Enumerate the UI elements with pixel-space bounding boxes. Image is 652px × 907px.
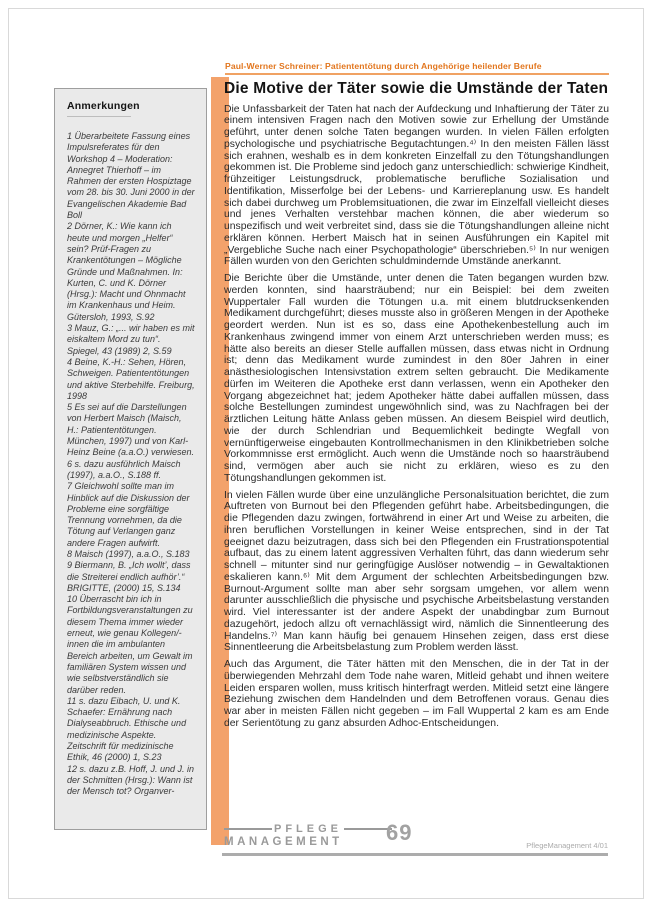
footnote-9: 9 Biermann, B. „Ich wollt’, dass die Streiterei endlich aufhör’.“ BRIGITTE, (2000) 15, S.134 [67, 560, 191, 593]
footnote-4: 4 Beine, K.-H.: Sehen, Hören, Schweigen. Patiententötungen und aktive Sterbehilfe. Freiburg, 1998 [67, 356, 195, 401]
logo-rule-right [344, 828, 392, 830]
footnote-11: 11 s. dazu Eibach, U. und K. Schaefer: Ernährung nach Dialyseabbruch. Ethische und medizinische Aspekte. Zeitschrift für medizinische Ethik, 46 (2000) 1, S.23 [67, 695, 187, 763]
sidebar-heading: Anmerkungen [67, 100, 140, 112]
paragraph-2: Die Berichte über die Umstände, unter denen die Taten begangen wurden bzw. werden konnten, sind haarsträubend; nur ein Beispiel: bei dem zweiten Wuppertaler Fall wurden die Tötungen u.a. mit einem blutdrucksenkenden Medikament durchgeführt; dieses musste also in größeren Mengen in der Apotheke geordert werden. Nun ist es so, dass eine Apothekenbestellung auch im Krankenhaus zwingend immer von einem Arzt unterschrieben werden muss; es hätte also bereits an dieser Stelle auffallen müssen, dass etwas nicht in Ordnung ist; denn das Medikament wurde zumindest in den 80er Jahren in einer anästhesiologischen Intensivstation extrem selten gebraucht. Die Medikamente dürfen im Weiteren die Apotheke erst dann verlassen, wenn ein Apotheker den Vorgang abgezeichnet hat; jedem Apotheker hätte dabei auffallen müssen, dass solche Bestellungen zumindest ungewöhnlich sind, was zu Nachfragen bei der ärztlichen Leitung hätte Anlass geben müssen. An diesem Beispiel wird deutlich, wie der durch Schlendrian und Bequemlichkeit bedingte Wegfall von vernünftigerweise eingebauten Kontrollmechanismen in den Klinikbetrieben solche Vorkommnisse erst ermöglicht. Auch wenn die Umstände noch so haarsträubend sind, vermögen aber auch sie nicht zu erklären, wieso es zu den Tötungshandlungen gekommen ist. [224, 273, 609, 484]
logo-rule-left [224, 828, 272, 830]
journal-logo-line1: PFLEGE [274, 823, 343, 835]
paragraph-3: In vielen Fällen wurde über eine unzulängliche Personalsituation berichtet, die zum Auftreten von Burnout bei den Pflegenden geführt habe. Arbeitsbedingungen, die die Pflegenden dazu zwingen, fortwährend in einer Art und Weise zu arbeiten, die ihren beruflichen Vorstellungen in keiner Weise entsprechen, sind in der Tat geeignet dazu beizutragen, dass sich bei den Pflegenden ein Frustrationspotential aufbaut, das zu einem latent aggressiven Verhalten führt, das dann wiederum sehr schnell – mitunter sind nur geringfügige Auslöser notwendig – in Gewaltaktionen eskalieren kann.⁶⁾ Mit dem Argument der schlechten Arbeitsbedingungen bzw. Burnout-Argument sollte man aber sehr sorgsam umgehen, vor allem wenn darunter ausschließlich die physische und psychische Arbeitsbelastung verstanden wird. Viel interessanter ist der andere Aspekt der unabdingbar zum Burnout dazugehört, jedoch allzu oft vernachlässigt wird, nämlich die Sinnentleerung des Handelns.⁷⁾ Man kann häufig bei genauem Hinsehen zeigen, dass erst diese Sinnentleerung die Arbeitsbelastung zum Problem werden lässt. [224, 489, 609, 654]
footnote-6: 6 s. dazu ausführlich Maisch (1997), a.a.O., S.188 ff. [67, 458, 181, 480]
annotations-sidebar [54, 88, 207, 830]
running-header-rule [225, 73, 609, 75]
journal-logo-top [224, 823, 392, 835]
journal-logo-line2: MANAGEMENT [224, 836, 343, 848]
paragraph-1: Die Unfassbarkeit der Taten hat nach der Aufdeckung und Inhaftierung der Täter zu einem intensiven Fragen nach den Motiven sowie zur Erhellung der Umstände geführt, unter denen solche Taten begangen wurden. In vielen Fällen erfolgten psychologische und psychiatrische Begutachtungen.⁴⁾ In den meisten Fällen lässt sich erahnen, weshalb es in dem konkreten Einzelfall zu den Tötungshandlungen gekommen ist. Die Probleme sind jedoch ganz unterschiedlich: schwierige Kindheit, frühzeitiger Leistungsdruck, problematische berufliche Sozialisation und Identifikation, Misserfolge bei der Lebens- und Karriereplanung usw. Es handelt sich dabei durchweg um Problemsituationen, die zwar im Einzelfall vielleicht dieses und jenes Verhalten verstehbar machen können, die aber wiederum so unspezifisch und weit verbreitet sind, dass sie die Tötungshandlungen alleine nicht erklären können. Herbert Maisch hat in seinen Ausführungen ein Kapitel mit „Vergebliche Suche nach einer Psychopathologie“ überschrieben.⁵⁾ In nur wenigen Fällen wurden von den Gerichten schuldmindernde Umstände anerkannt. [224, 103, 609, 268]
running-header: Paul-Werner Schreiner: Patiententötung durch Angehörige heilender Berufe [225, 61, 542, 71]
footnote-10: 10 Überrascht bin ich in Fortbildungsveranstaltungen zu diesem Thema immer wieder erneut, wie genau Kollegen/-innen die im ambulanten Bereich arbeiten, um Gewalt im familiären System wissen und wie selbstverständlich sie darüber reden. [67, 594, 193, 695]
footnote-12: 12 s. dazu z.B. Hoff, J. und J. in der Schmitten (Hrsg.): Wann ist der Mensch tot? Organver- [67, 763, 195, 797]
issue-label: PflegeManagement 4/01 [526, 841, 608, 850]
journal-logo [224, 823, 392, 848]
paragraph-4: Auch das Argument, die Täter hätten mit den Menschen, die in der Tat in der überwiegenden Mehrzahl dem Tode nahe waren, Mitleid gehabt und ihnen weitere Leiden ersparen wollen, muss kritisch hinterfragt werden. Mitleid setzt eine längere Beziehung zwischen dem Handelnden und dem Betroffenen voraus. Genau dies war aber in meisten Fällen nicht gegeben – im Fall Wuppertal 2 kam es am Ende der Serientötung zu ganz absurden Adhoc-Entscheidungen. [224, 659, 609, 729]
footer-rule [222, 853, 608, 856]
heading-underline [67, 116, 131, 117]
page-number: 69 [386, 820, 413, 845]
footnote-5: 5 Es sei auf die Darstellungen von Herbert Maisch (Maisch, H.: Patiententötungen. München, 1997) und von Karl-Heinz Beine (a.a.O.) verwiesen. [67, 402, 195, 458]
footnote-7: 7 Gleichwohl sollte man im Hinblick auf die Diskussion der Probleme eine sorgfältige Trennung vornehmen, da die Tötung auf Verlangen ganz andere Fragen aufwirft. [67, 481, 190, 548]
footnote-1: 1 Überarbeitete Fassung eines Impulsreferates für den Workshop 4 – Moderation: Annegret Thierhoff – im Rahmen der ersten Hospiztage vom 28. bis 30. Juni 2000 in der Evangelischen Akademie Bad Boll [67, 131, 195, 221]
footnote-8: 8 Maisch (1997), a.a.O., S.183 [67, 548, 190, 559]
footnote-2: 2 Dörner, K.: Wie kann ich heute und morgen „Helfer“ sein? Prüf-Fragen zu Krankentötungen – Mögliche Gründe und Maßnahmen. In: Kurten, C. und K. Dörner (Hrsg.): Macht und Ohnmacht im Krankenhaus und Heim. Gütersloh, 1993, S.92 [67, 221, 186, 322]
article-title: Die Motive der Täter sowie die Umstände der Taten [224, 80, 609, 97]
footnote-3: 3 Mauz, G.: „... wir haben es mit eiskaltem Mord zu tun“. Spiegel, 43 (1989) 2, S.59 [67, 323, 195, 356]
article-body [224, 80, 609, 735]
